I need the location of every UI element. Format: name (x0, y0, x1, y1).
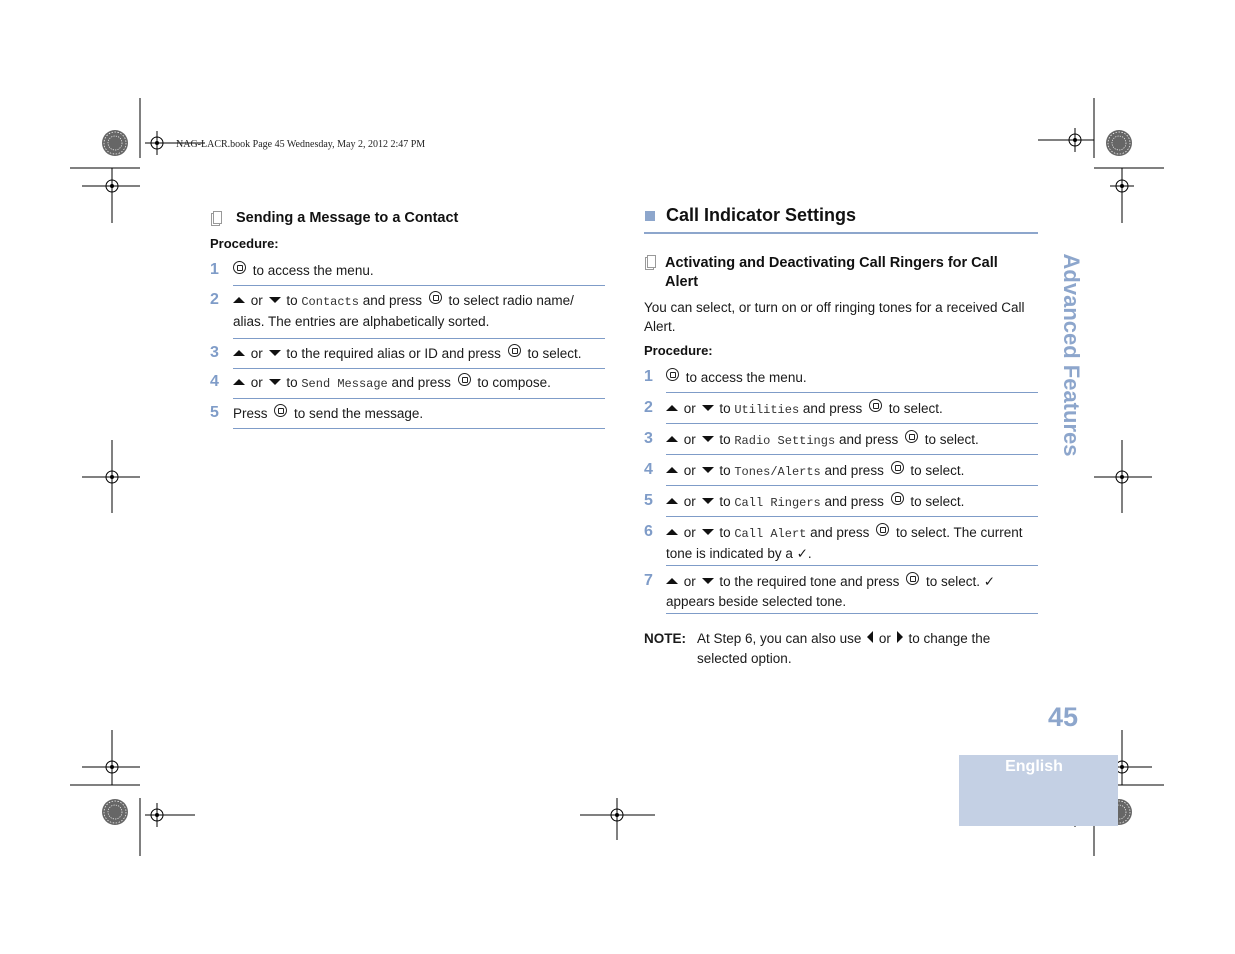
step-divider (233, 398, 605, 399)
up-arrow-icon (666, 529, 678, 535)
menu-ok-button-icon (876, 523, 889, 536)
step-number: 2 (644, 399, 653, 416)
down-arrow-icon (702, 467, 714, 473)
down-arrow-icon (702, 405, 714, 411)
right-arrow-icon (897, 631, 903, 643)
menu-ok-button-icon (429, 291, 442, 304)
up-arrow-icon (233, 350, 245, 356)
left-step-2: or to Contacts and press to select radio name/ alias. The entries are alphabetically sorted. (233, 293, 574, 329)
down-arrow-icon (702, 578, 714, 584)
up-arrow-icon (666, 467, 678, 473)
step-divider (666, 454, 1038, 455)
menu-ok-button-icon (905, 430, 918, 443)
subsection-icon (645, 255, 657, 270)
right-step-2: or to Utilities and press to select. (666, 399, 943, 420)
right-step-1: to access the menu. (666, 368, 807, 388)
step-number: 5 (210, 404, 219, 421)
left-step-3: or to the required alias or ID and press to select. (233, 344, 582, 364)
menu-ok-button-icon (274, 404, 287, 417)
left-step-4: or to Send Message and press to compose. (233, 373, 551, 394)
step-number: 3 (644, 430, 653, 447)
step-divider (666, 516, 1038, 517)
step-divider (233, 285, 605, 286)
menu-ok-button-icon (666, 368, 679, 381)
step-divider (666, 565, 1038, 566)
up-arrow-icon (666, 498, 678, 504)
step-divider (233, 368, 605, 369)
down-arrow-icon (269, 350, 281, 356)
step-number: 5 (644, 492, 653, 509)
step-divider (666, 392, 1038, 393)
down-arrow-icon (269, 379, 281, 385)
step-divider (666, 423, 1038, 424)
down-arrow-icon (269, 297, 281, 303)
note-text: At Step 6, you can also use or to change the selected option. (697, 631, 991, 666)
left-arrow-icon (867, 631, 873, 643)
subsection-icon (211, 211, 223, 226)
down-arrow-icon (702, 529, 714, 535)
left-procedure-label: Procedure: (210, 236, 279, 251)
left-step-5: Press to send the message. (233, 406, 424, 421)
step-number: 1 (210, 261, 219, 278)
step-number: 4 (210, 373, 219, 390)
step-divider (233, 338, 605, 339)
menu-ok-button-icon (906, 572, 919, 585)
menu-ok-button-icon (508, 344, 521, 357)
print-header: NAG-LACR.book Page 45 Wednesday, May 2, 2012 2:47 PM (176, 139, 426, 150)
up-arrow-icon (666, 436, 678, 442)
step-divider (233, 428, 605, 429)
step-divider (666, 613, 1038, 614)
section-underline (644, 232, 1038, 234)
subsection-title: Activating and Deactivating Call Ringers for Call Alert (665, 255, 998, 290)
menu-ok-button-icon (458, 373, 471, 386)
right-procedure-label: Procedure: (644, 343, 713, 358)
up-arrow-icon (233, 379, 245, 385)
down-arrow-icon (702, 436, 714, 442)
step-number: 2 (210, 291, 219, 308)
right-step-6: or to Call Alert and press to select. The current tone is indicated by a ✓. (666, 525, 1023, 561)
intro-paragraph: You can select, or turn on or off ringing tones for a received Call Alert. (644, 300, 1025, 334)
menu-ok-button-icon (233, 261, 246, 274)
up-arrow-icon (666, 405, 678, 411)
menu-ok-button-icon (891, 461, 904, 474)
menu-ok-button-icon (869, 399, 882, 412)
section-title: Call Indicator Settings (666, 205, 857, 225)
note-label: NOTE: (644, 631, 686, 646)
down-arrow-icon (702, 498, 714, 504)
right-step-4: or to Tones/Alerts and press to select. (666, 461, 964, 482)
right-step-3: or to Radio Settings and press to select. (666, 430, 979, 451)
left-step-1: to access the menu. (233, 261, 374, 281)
step-number: 3 (210, 344, 219, 361)
right-step-7: or to the required tone and press to select. ✓ appears beside selected tone. (666, 574, 996, 609)
chapter-side-tab: Advanced Features (1059, 253, 1084, 457)
page-number: 45 (1048, 702, 1079, 732)
step-number: 6 (644, 523, 653, 540)
step-number: 4 (644, 461, 653, 478)
section-bullet-icon (645, 211, 655, 221)
step-divider (666, 485, 1038, 486)
menu-ok-button-icon (891, 492, 904, 505)
step-number: 7 (644, 572, 653, 589)
right-step-5: or to Call Ringers and press to select. (666, 492, 964, 513)
up-arrow-icon (233, 297, 245, 303)
language-tab: English (959, 755, 1118, 826)
up-arrow-icon (666, 578, 678, 584)
left-title: Sending a Message to a Contact (236, 210, 459, 226)
step-number: 1 (644, 368, 653, 385)
